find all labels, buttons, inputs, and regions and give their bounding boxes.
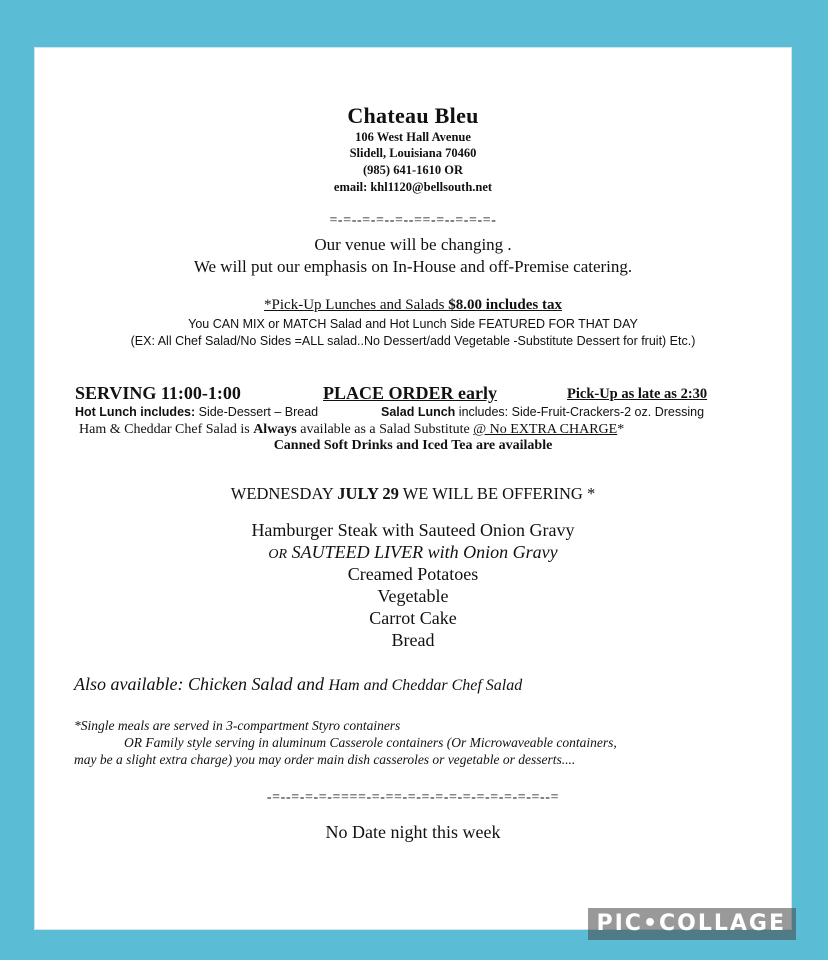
- also-available-prefix: Also available: Chicken Salad and: [74, 674, 329, 694]
- salad-lunch-text: includes: Side-Fruit-Crackers-2 oz. Dressing: [455, 405, 705, 419]
- announcement-line-1: Our venue will be changing .: [314, 235, 512, 254]
- substitute-line: [79, 422, 624, 438]
- menu-item-hamburger-steak: Hamburger Steak with Sauteed Onion Gravy: [251, 520, 575, 540]
- hot-lunch-label: Hot Lunch includes:: [75, 405, 196, 419]
- menu-item-potatoes: Creamed Potatoes: [347, 564, 479, 584]
- phone-line: (985) 641-1610 OR: [363, 163, 463, 177]
- substitute-always: Always: [253, 422, 297, 437]
- substitute-charge: @ No EXTRA CHARGE: [473, 422, 618, 437]
- serving-hours: SERVING 11:00-1:00: [75, 383, 241, 403]
- menu-flyer: [34, 47, 792, 930]
- pic-collage-watermark: PIC•COLLAGE: [588, 908, 796, 940]
- substitute-star: *: [617, 422, 625, 437]
- separator-top: =-=--=-=--=--==-=--=-=-=-: [329, 213, 497, 228]
- city-line: Slidell, Louisiana 70460: [349, 146, 477, 160]
- footer-note: No Date night this week: [325, 822, 501, 842]
- pickup-late: Pick-Up as late as 2:30: [567, 386, 708, 402]
- also-available-suffix: Ham and Cheddar Chef Salad: [328, 677, 523, 694]
- salad-lunch-label: Salad Lunch: [381, 405, 456, 419]
- menu-or: OR: [268, 547, 288, 562]
- notes-line-1: *Single meals are served in 3-compartment Styro containers: [74, 718, 401, 733]
- menu-item-vegetable: Vegetable: [377, 586, 449, 606]
- offering-line: [35, 484, 791, 504]
- place-order-early: PLACE ORDER early: [323, 383, 497, 403]
- example-line: (EX: All Chef Salad/No Sides =ALL salad..No Dessert/add Vegetable -Substitute Dessert for fruit) Etc.): [130, 334, 696, 348]
- email-line: email: khl1120@bellsouth.net: [333, 180, 493, 194]
- hot-lunch-text: Side-Dessert – Bread: [195, 405, 319, 419]
- substitute-prefix: Ham & Cheddar Chef Salad is: [79, 422, 254, 437]
- also-available: [74, 674, 522, 695]
- business-name: Chateau Bleu: [347, 103, 479, 128]
- substitute-mid: available as a Salad Substitute: [296, 422, 474, 437]
- pickup-heading: [35, 297, 791, 314]
- mix-match-line: You CAN MIX or MATCH Salad and Hot Lunch Side FEATURED FOR THAT DAY: [188, 317, 638, 331]
- menu-item-carrot-cake: Carrot Cake: [369, 608, 457, 628]
- drinks-line: Canned Soft Drinks and Iced Tea are available: [273, 438, 553, 453]
- address-line: 106 West Hall Avenue: [355, 130, 471, 144]
- announcement-line-2: We will put our emphasis on In-House and off-Premise catering.: [193, 257, 633, 276]
- menu-item-liver: [35, 542, 791, 563]
- notes-line-2: OR Family style serving in aluminum Casserole containers (Or Microwaveable containers,: [124, 735, 617, 750]
- pickup-price: $8.00 includes tax: [448, 297, 562, 313]
- separator-bottom: -=--=-=-=-====-=-==-=-=-=-=-=-=-=-=-=-=--=: [266, 790, 560, 805]
- notes-line-3: may be a slight extra charge) you may order main dish casseroles or vegetable or desserts....: [74, 752, 576, 767]
- menu-item-bread: Bread: [391, 630, 435, 650]
- hot-lunch-line: [75, 405, 318, 419]
- offering-rest: WE WILL BE OFFERING *: [398, 484, 596, 503]
- pickup-heading-text: *Pick-Up Lunches and Salads: [264, 297, 449, 313]
- offering-date: JULY 29: [337, 484, 399, 503]
- salad-lunch-line: [381, 405, 704, 419]
- menu-liver-text: SAUTEED LIVER with Onion Gravy: [287, 542, 558, 562]
- offering-day: WEDNESDAY: [230, 484, 338, 503]
